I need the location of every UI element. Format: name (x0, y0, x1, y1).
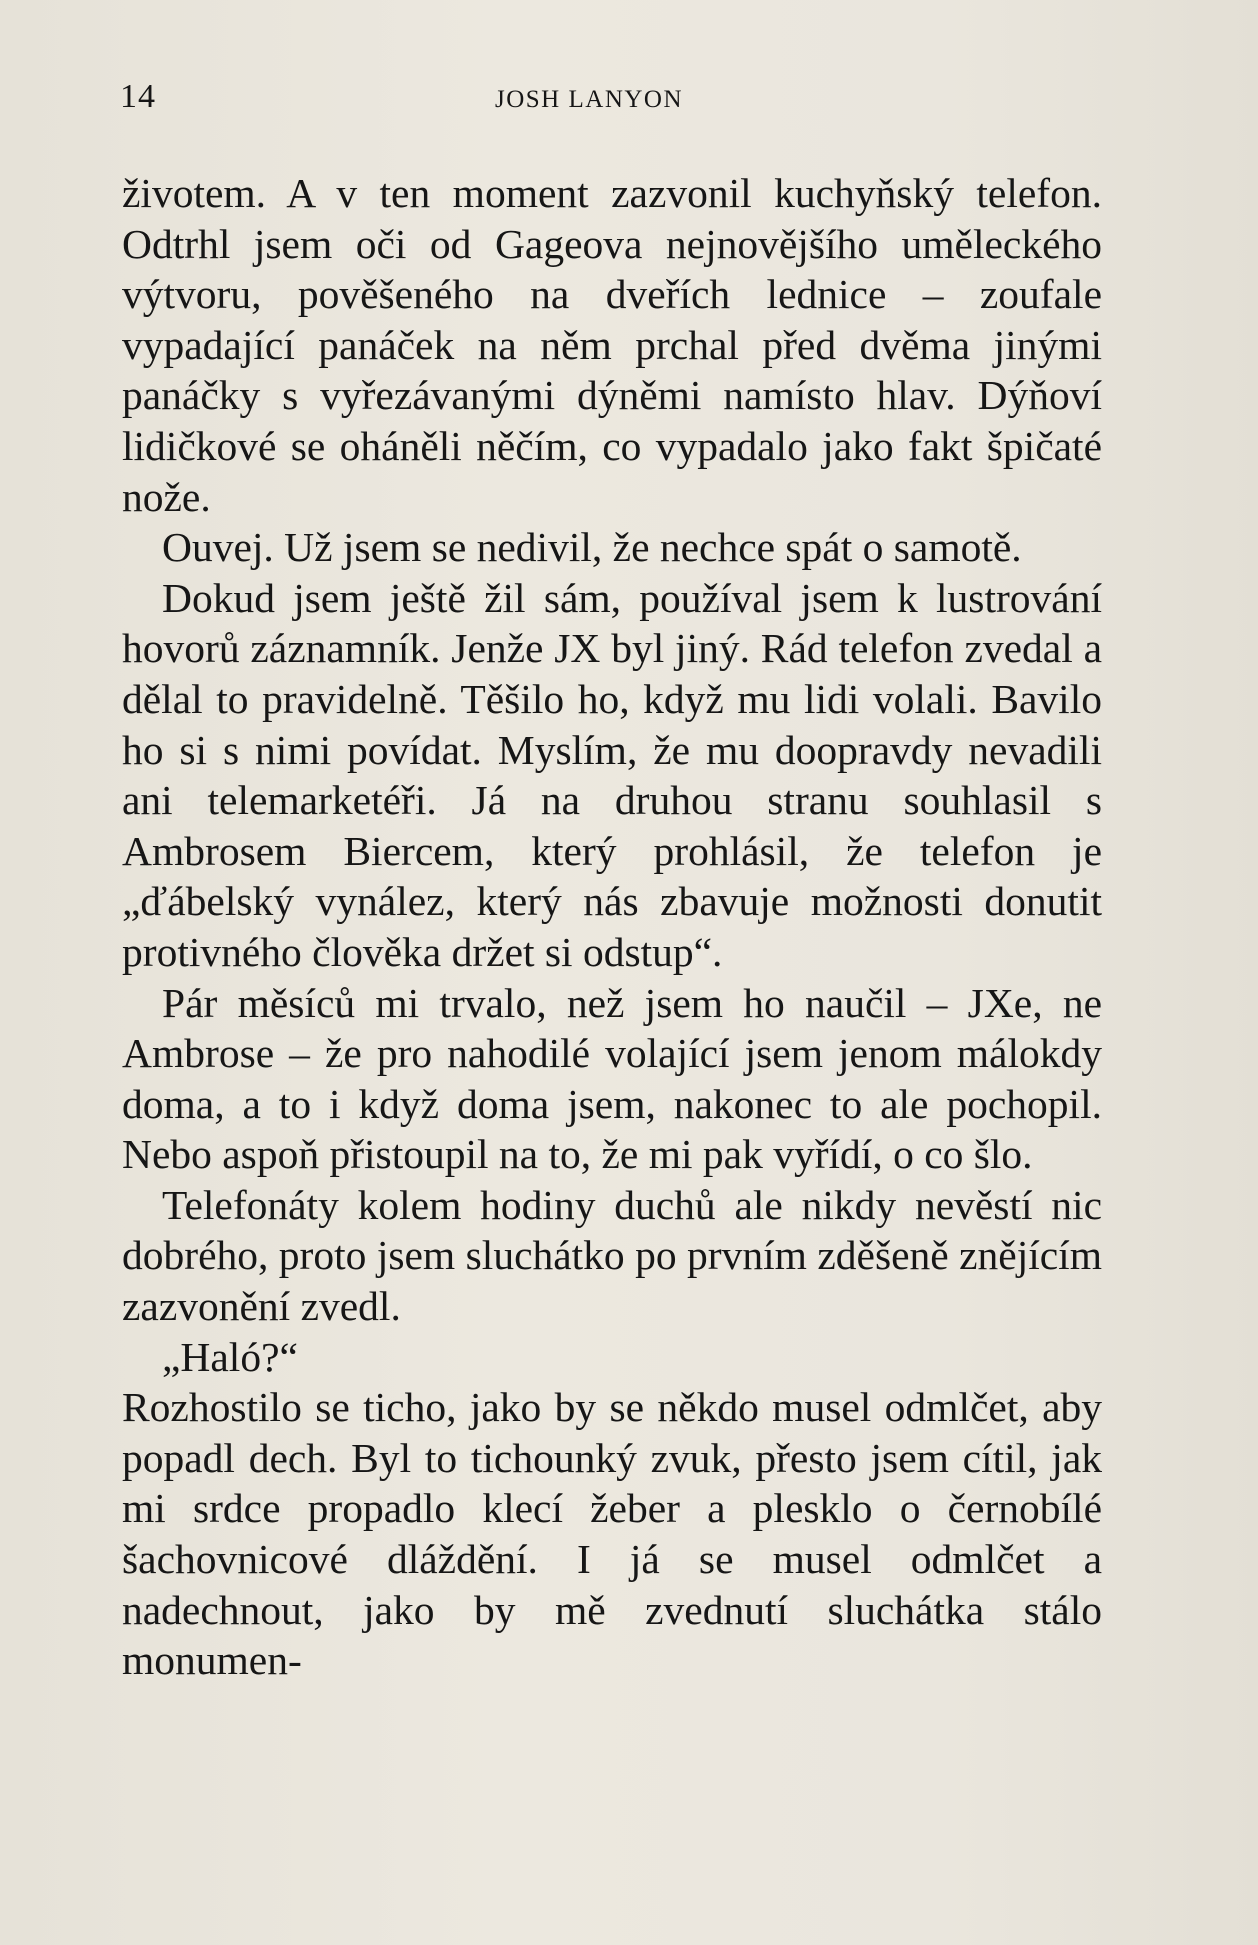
page-number: 14 (120, 78, 156, 115)
author-name: JOSH LANYON (495, 86, 684, 113)
running-head (120, 78, 1120, 128)
paragraph: Rozhostilo se ticho, jako by se někdo musel odmlčet, aby popadl dech. Byl to tichounký zvuk, přesto jsem cítil, jak mi srdce propadlo klecí žeber a plesklo o černobílé šachovnicové dláždění. I já se musel odmlčet a nadechnout, jako by mě zvednutí sluchátka stálo monumen- (122, 1384, 1102, 1684)
paragraph: „Haló?“ (162, 1333, 298, 1380)
paragraph: Pár měsíců mi trvalo, než jsem ho naučil – JXe, ne Ambrose – že pro nahodilé volající jsem jenom málokdy doma, a to i když doma jsem, nakonec to ale pochopil. Nebo aspoň přistoupil na to, že mi pak vyřídí, o co šlo. (122, 979, 1102, 1178)
paragraph: životem. A v ten moment zazvonil kuchyňský telefon. Odtrhl jsem oči od Gageova nejnovějšího uměleckého výtvoru, pověšeného na dveřích lednice – zoufale vypadající panáček na něm prchal před dvěma jinými panáčky s vyřezávanými dýněmi namísto hlav. Dýňoví lidičkové se oháněli něčím, co vypadalo jako fakt špičaté nože. (122, 170, 1102, 520)
paragraph: Telefonáty kolem hodiny duchů ale nikdy nevěstí nic dobrého, proto jsem sluchátko po prvním zděšeně znějícím zazvonění zvedl. (122, 1181, 1102, 1330)
body-text (122, 168, 1102, 1686)
paragraph: Ouvej. Už jsem se nedivil, že nechce spát o samotě. (162, 524, 1022, 571)
paragraph: Dokud jsem ještě žil sám, používal jsem k lustrování hovorů záznamník. Jenže JX byl jiný. Rád telefon zvedal a dělal to pravidelně. Těšilo ho, když mu lidi volali. Bavilo ho si s nimi povídat. Myslím, že mu doopravdy nevadili ani telemarketéři. Já na druhou stranu souhlasil s Ambrosem Biercem, který prohlásil, že telefon je „ďábelský vynález, který nás zbavuje možnosti donutit protivného člověka držet si odstup“. (122, 574, 1102, 975)
